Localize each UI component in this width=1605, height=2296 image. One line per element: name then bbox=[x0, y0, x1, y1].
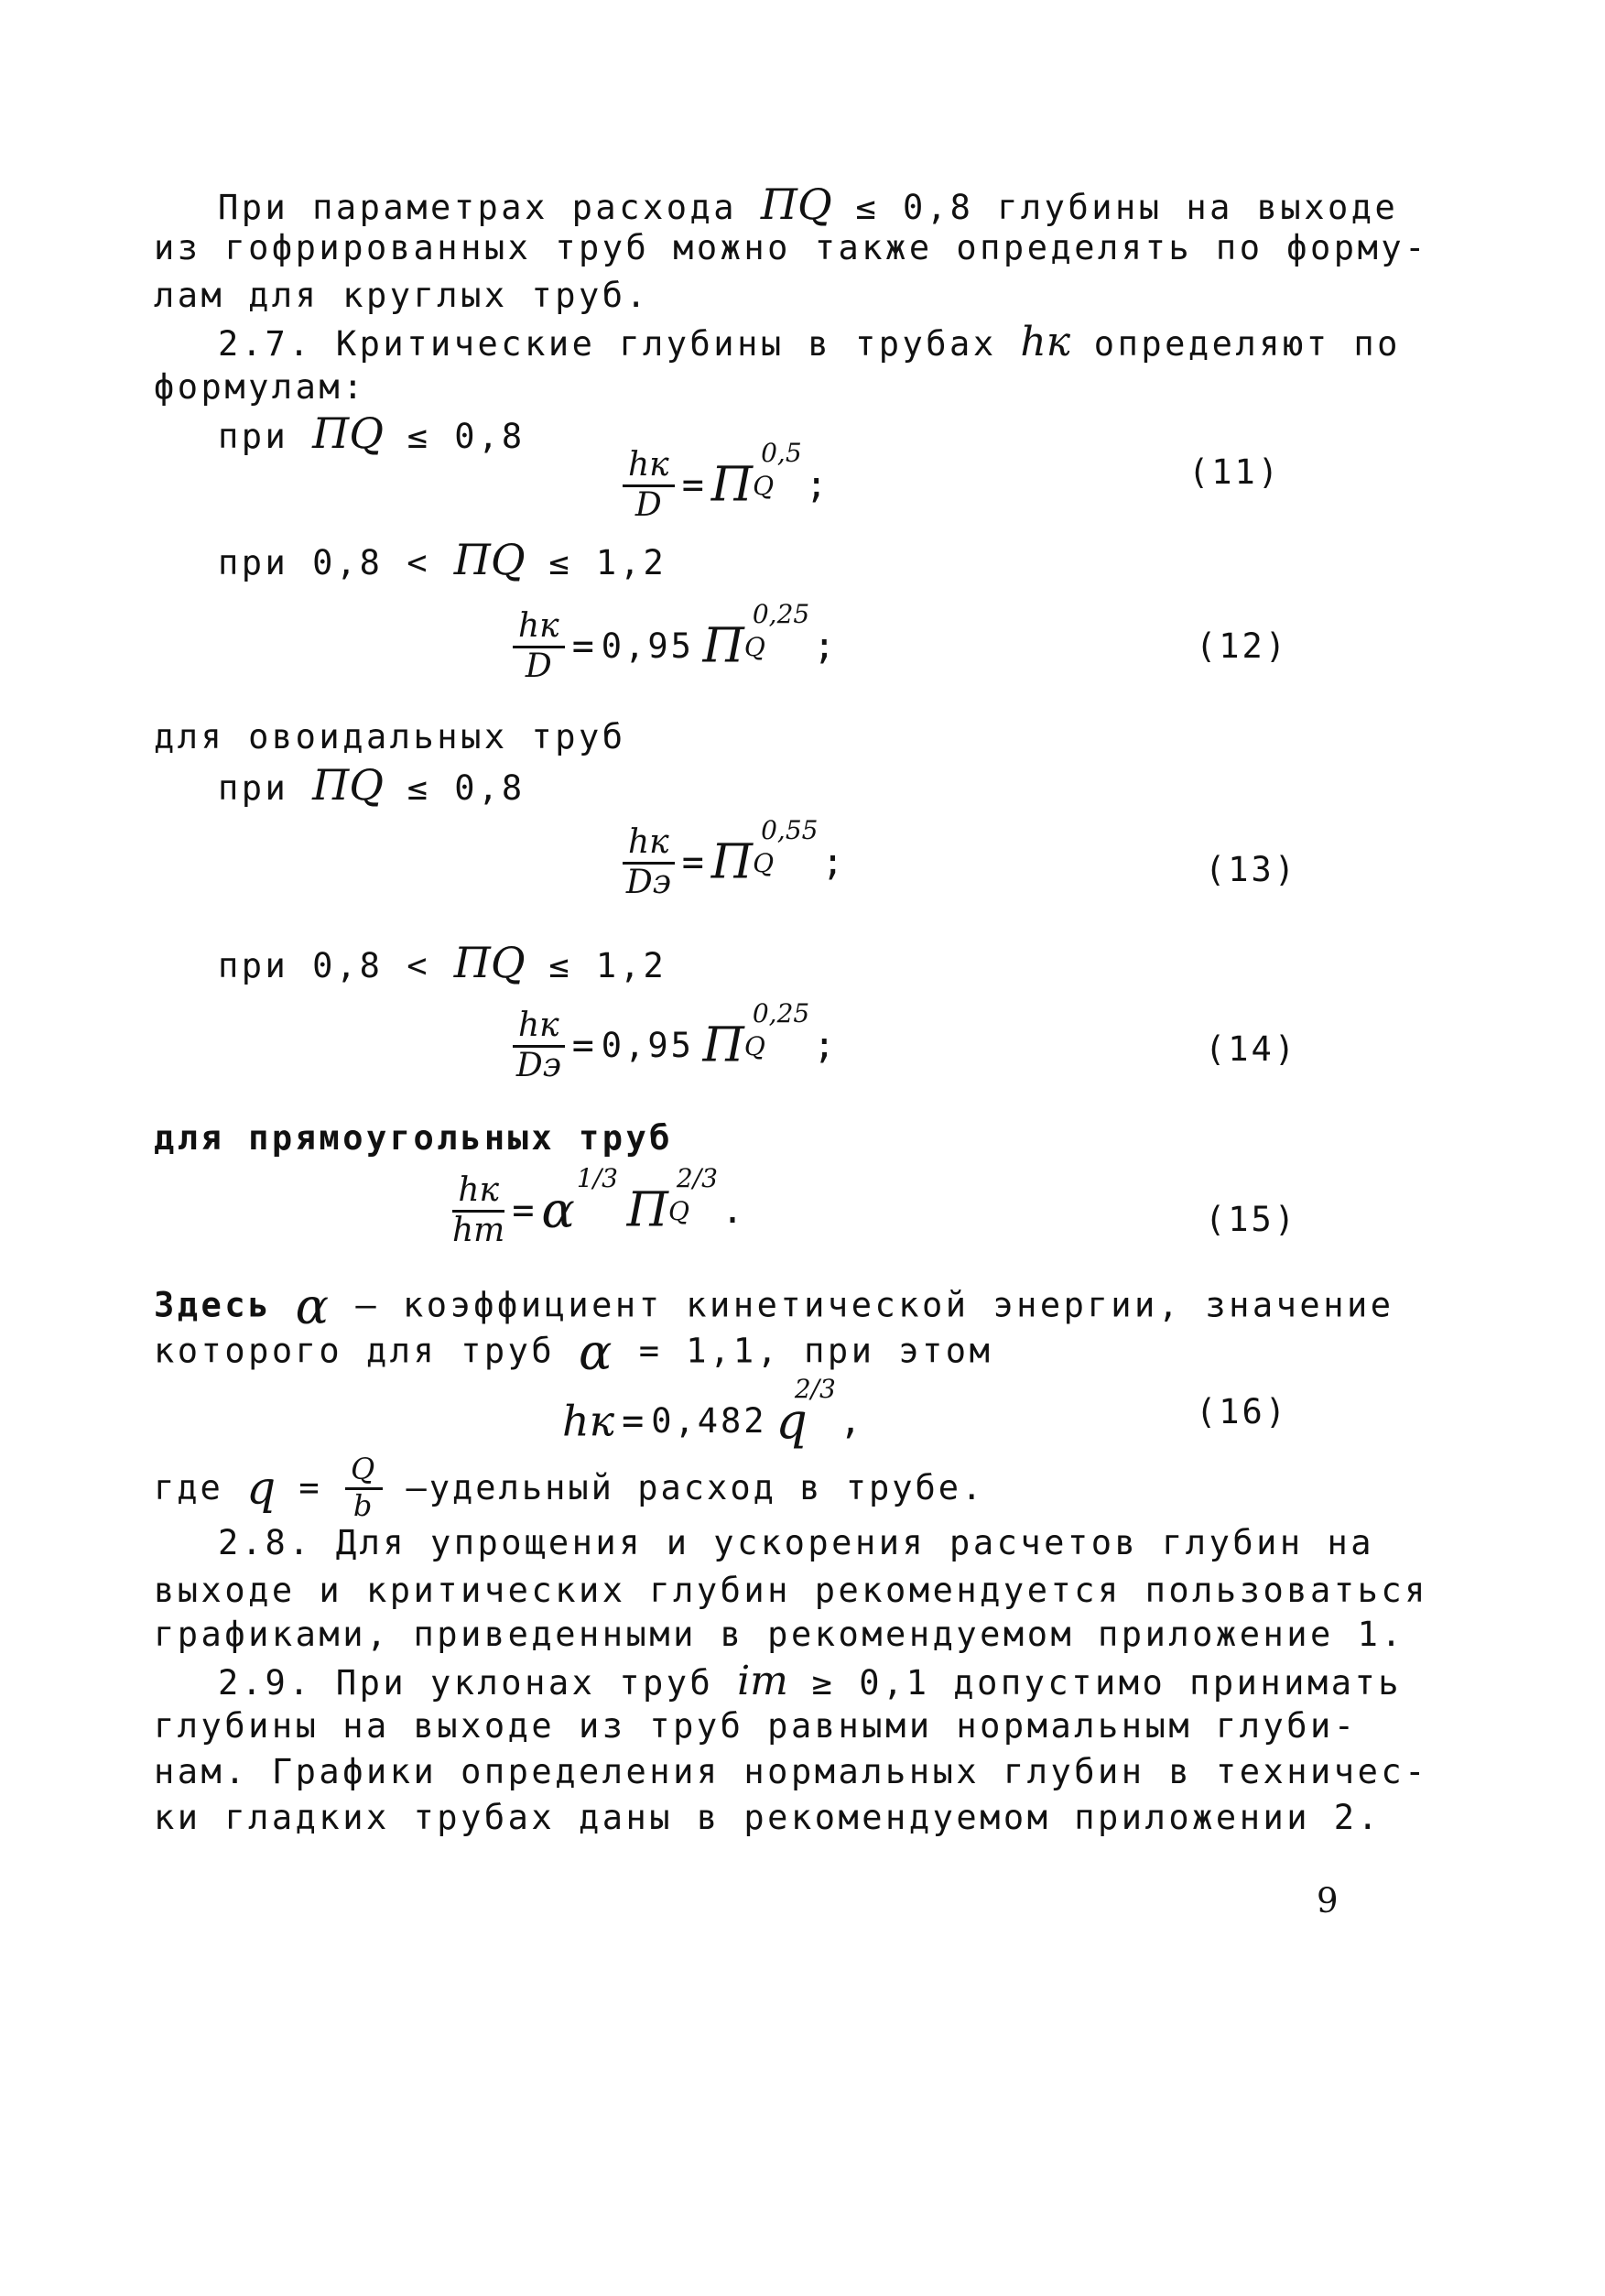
cond4: при 0,8 < ПQ ≤ 1,2 bbox=[218, 938, 667, 987]
equation-15: $\frac{hк}{hт}$ = α1/3 ПQ2/3. bbox=[452, 1163, 744, 1249]
s27-line1: 2.7. Критические глубины в трубах hк определяют по bbox=[218, 319, 1401, 365]
specific-discharge-fraction: $\frac{Q}{b}$ bbox=[345, 1454, 383, 1521]
gde-line: где q = $\frac{Q}{b}$ –удельный расход в трубе. bbox=[154, 1452, 985, 1523]
s28-line2: выходе и критических глубин рекомендуется пользоваться bbox=[154, 1571, 1428, 1610]
page-number: 9 bbox=[1317, 1881, 1339, 1921]
equation-13-number: (13) bbox=[1205, 850, 1298, 889]
equation-15-number: (15) bbox=[1205, 1200, 1298, 1239]
p1-line2: из гофрированных труб можно также определять по форму- bbox=[154, 228, 1428, 267]
s29-line1: 2.9. При уклонах труб iт ≥ 0,1 допустимо принимать bbox=[218, 1658, 1403, 1704]
s29-line2: глубины на выходе из труб равными нормальным глуби- bbox=[154, 1706, 1358, 1746]
equation-12: $\frac{hк}{D}$ = 0,95 ПQ0,25; bbox=[513, 599, 835, 683]
s28-line3: графиками, приведенными в рекомендуемом приложение 1. bbox=[154, 1615, 1405, 1654]
eq13-fraction: $\frac{hк}{Dэ}$ bbox=[623, 825, 675, 900]
zdes-line2: которого для труб α = 1,1, при этом bbox=[154, 1323, 993, 1381]
rect-heading: для прямоугольных труб bbox=[154, 1118, 674, 1158]
eq15-fraction: $\frac{hк}{hт}$ bbox=[452, 1170, 505, 1249]
p1-line1: При параметрах расхода ПQ ≤ 0,8 глубины на выходе bbox=[218, 180, 1399, 229]
equation-11-number: (11) bbox=[1188, 452, 1282, 492]
eq14-fraction: $\frac{hк}{Dэ}$ bbox=[513, 1008, 565, 1083]
equation-14-number: (14) bbox=[1205, 1029, 1298, 1069]
s27-line2: формулам: bbox=[154, 367, 366, 407]
p1-line3: лам для круглых труб. bbox=[154, 276, 650, 315]
ovoid-heading: для овоидальных труб bbox=[154, 717, 626, 756]
equation-16-number: (16) bbox=[1196, 1392, 1289, 1431]
zdes-line1: Здесь α – коэффициент кинетической энергии, значение bbox=[154, 1278, 1394, 1335]
equation-11: $\frac{hк}{D}$ = ПQ0,5; bbox=[623, 438, 828, 522]
equation-14: $\frac{hк}{Dэ}$ = 0,95 ПQ0,25; bbox=[513, 998, 835, 1083]
s27-condition: при ПQ ≤ 0,8 bbox=[218, 408, 526, 458]
eq11-fraction: $\frac{hк}{D}$ bbox=[623, 448, 675, 523]
s29-line3: нам. Графики определения нормальных глубин в техничес- bbox=[154, 1752, 1428, 1791]
equation-16: hк = 0,482 q2/3, bbox=[562, 1374, 862, 1450]
s29-line4: ки гладких трубах даны в рекомендуемом приложении 2. bbox=[154, 1798, 1382, 1837]
equation-13: $\frac{hк}{Dэ}$ = ПQ0,55; bbox=[623, 815, 844, 899]
ovoid-condition: при ПQ ≤ 0,8 bbox=[218, 760, 526, 810]
eq12-fraction: $\frac{hк}{D}$ bbox=[513, 609, 565, 684]
equation-12-number: (12) bbox=[1196, 626, 1289, 666]
s28-line1: 2.8. Для упрощения и ускорения расчетов глубин на bbox=[218, 1523, 1375, 1562]
cond2: при 0,8 < ПQ ≤ 1,2 bbox=[218, 535, 667, 584]
